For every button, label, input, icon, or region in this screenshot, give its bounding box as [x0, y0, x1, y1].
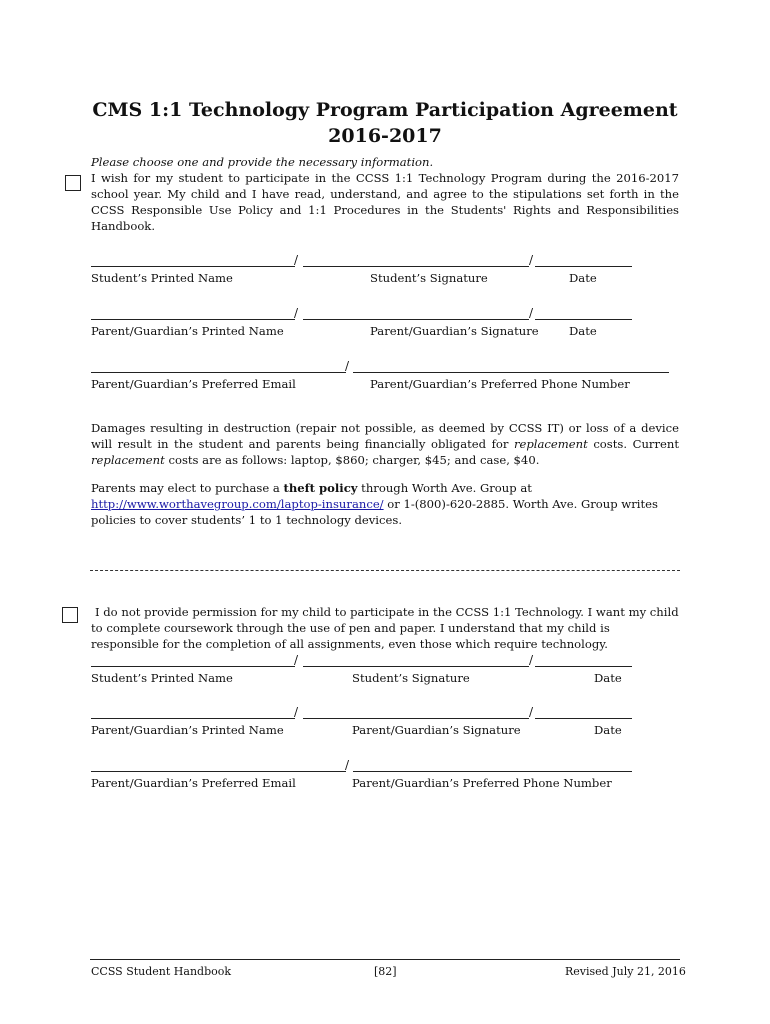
separator-slash: /: [294, 253, 299, 267]
email-line[interactable]: [91, 372, 346, 373]
email-label: Parent/Guardian’s Preferred Email: [91, 377, 296, 391]
separator-slash: /: [529, 705, 534, 719]
parent-name-line[interactable]: [91, 319, 295, 320]
damages-paragraph: [91, 420, 679, 468]
date-label: Date: [594, 671, 622, 685]
damages-emphasis-1: replacement: [513, 437, 588, 451]
damages-text-1: Damages resulting in destruction (repair not possible, as deemed by CCSS IT) or loss of a device will result in the student and parents being financially obligated for: [91, 421, 679, 451]
separator-slash: /: [294, 306, 299, 320]
date-line[interactable]: [535, 266, 632, 267]
parent-name-line[interactable]: [91, 718, 295, 719]
date-label: Date: [569, 324, 597, 338]
email-line[interactable]: [91, 771, 346, 772]
student-name-line[interactable]: [91, 266, 295, 267]
option1-checkbox[interactable]: [65, 175, 81, 191]
separator-slash: /: [294, 705, 299, 719]
parent-signature-label: Parent/Guardian’s Signature: [352, 723, 521, 737]
parent-signature-label: Parent/Guardian’s Signature: [370, 324, 539, 338]
theft-policy-paragraph: [91, 480, 681, 528]
separator-slash: /: [345, 758, 350, 772]
parent-name-label: Parent/Guardian’s Printed Name: [91, 723, 284, 737]
section-divider: [90, 570, 680, 571]
page-number: [82]: [374, 965, 397, 978]
student-signature-label: Student’s Signature: [352, 671, 470, 685]
parent-signature-line[interactable]: [303, 718, 529, 719]
date-line[interactable]: [535, 319, 632, 320]
footer-revised: Revised July 21, 2016: [565, 965, 686, 978]
option2-text: I do not provide permission for my child to participate in the CCSS 1:1 Technology. I want my child to complete coursework through the use of pen and paper. I understand that my child is responsible for the completion of all assignments, even those which require technology.: [91, 605, 679, 651]
parent-signature-line[interactable]: [303, 319, 529, 320]
separator-slash: /: [529, 253, 534, 267]
date-label: Date: [594, 723, 622, 737]
theft-text-1: Parents may elect to purchase a: [91, 481, 284, 495]
student-signature-line[interactable]: [303, 666, 529, 667]
option1-text: I wish for my student to participate in the CCSS 1:1 Technology Program during the 2016-2017 school year. My child and I have read, understand, and agree to the stipulations set forth in the CCSS Responsible Use Policy and 1:1 Procedures in the Students' Rights and Responsibilities Handbook.: [91, 171, 679, 233]
damages-text-3: costs are as follows: laptop, $860; charger, $45; and case, $40.: [164, 453, 540, 467]
phone-label: Parent/Guardian’s Preferred Phone Number: [370, 377, 630, 391]
student-name-line[interactable]: [91, 666, 295, 667]
insurance-link[interactable]: http://www.worthavegroup.com/laptop-insurance/: [91, 497, 384, 511]
theft-text-3: or 1-(800)-620-2885. Worth Ave. Group writes policies to cover students’ 1 to 1 technology devices.: [91, 497, 658, 527]
option2-checkbox[interactable]: [62, 607, 78, 623]
phone-line[interactable]: [353, 771, 632, 772]
document-year: 2016-2017: [328, 125, 442, 147]
phone-label: Parent/Guardian’s Preferred Phone Number: [352, 776, 612, 790]
instruction-text: Please choose one and provide the necessary information.: [91, 155, 434, 169]
student-signature-line[interactable]: [303, 266, 529, 267]
separator-slash: /: [529, 306, 534, 320]
date-line[interactable]: [535, 718, 632, 719]
damages-emphasis-2: replacement: [91, 453, 165, 467]
date-line[interactable]: [535, 666, 632, 667]
student-name-label: Student’s Printed Name: [91, 671, 233, 685]
theft-policy-bold: theft policy: [283, 481, 358, 495]
separator-slash: /: [345, 359, 350, 373]
footer-left: CCSS Student Handbook: [91, 965, 232, 978]
phone-line[interactable]: [353, 372, 669, 373]
separator-slash: /: [529, 653, 534, 667]
document-title: CMS 1:1 Technology Program Participation Agreement: [92, 99, 678, 121]
damages-text-2: costs. Current: [587, 437, 679, 451]
student-signature-label: Student’s Signature: [370, 271, 488, 285]
email-label: Parent/Guardian’s Preferred Email: [91, 776, 296, 790]
student-name-label: Student’s Printed Name: [91, 271, 233, 285]
separator-slash: /: [294, 653, 299, 667]
parent-name-label: Parent/Guardian’s Printed Name: [91, 324, 284, 338]
theft-text-2: through Worth Ave. Group at: [357, 481, 532, 495]
date-label: Date: [569, 271, 597, 285]
footer-rule: [90, 959, 680, 960]
